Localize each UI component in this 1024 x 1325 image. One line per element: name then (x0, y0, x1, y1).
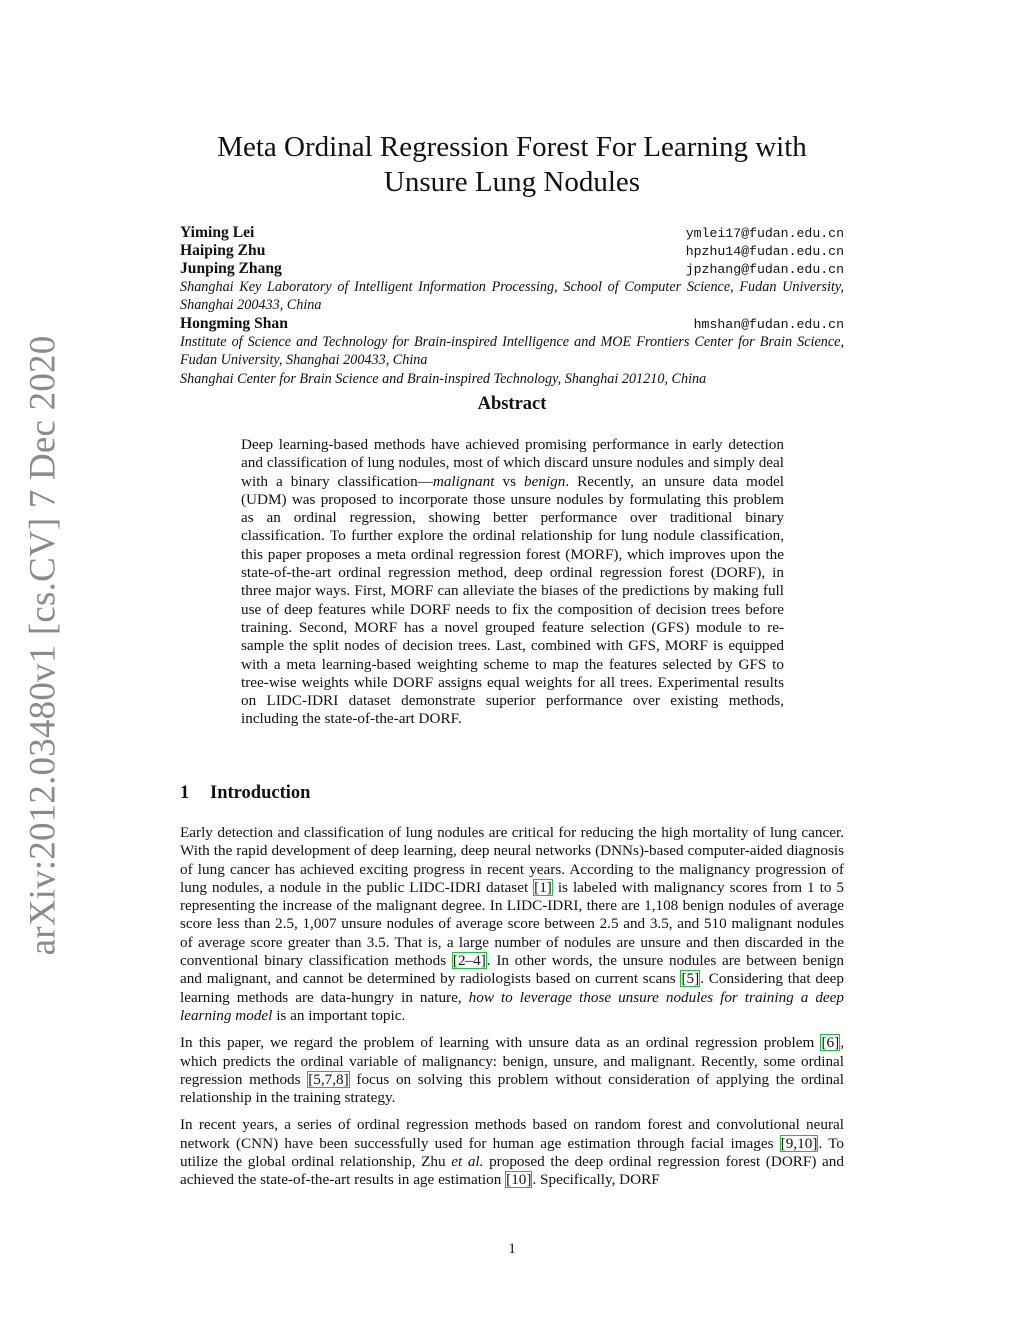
section-heading (180, 783, 310, 804)
paragraph: Early detection and classification of lung nodules are critical for reducing the high mortality of lung cancer. With the rapid development of deep learning, deep neural networks (DNNs)-based computer-aided diagnosis of lung cancer has achieved exciting progress in recent years. According to the malignancy progression of lung nodules, a nodule in the public LIDC-IDRI dataset [1] is labeled with malignancy scores from 1 to 5 representing the increase of the malignant degree. In LIDC-IDRI, there are 1,108 benign nodules of average score less than 2.5, 1,007 unsure nodules of average score between 2.5 and 3.5, and 510 malignant nodules of average score greater than 3.5. That is, a large number of nodules are unsure and then discarded in the conventional binary classification methods [2–4]. In other words, the unsure nodules are between benign and malignant, and cannot be determined by radiologists based on current scans [5]. Considering that deep learning methods are data-hungry in nature, how to leverage those unsure nodules for training a deep learning model is an important topic. (180, 824, 844, 1024)
affiliation: Shanghai Key Laboratory of Intelligent Information Processing, School of Computer Science, Fudan University, Shanghai 200433, China (180, 279, 844, 314)
citation-link[interactable]: [5] (681, 970, 700, 988)
author-row (180, 315, 844, 333)
section-number: 1 (180, 783, 190, 803)
section-title: Introduction (210, 783, 311, 803)
author-email: jpzhang@fudan.edu.cn (685, 262, 844, 277)
author-row (180, 260, 844, 278)
arxiv-identifier-text: arXiv:2012.03480v1 [cs.CV] 7 Dec 2020 (22, 335, 64, 955)
author-name: Hongming Shan (180, 314, 288, 332)
author-name: Yiming Lei (180, 224, 255, 241)
abstract-heading: Abstract (477, 394, 547, 414)
author-email: hpzhu14@fudan.edu.cn (685, 244, 844, 259)
abstract-text: Deep learning-based methods have achieved promising performance in early detection and classification of lung nodules, most of which discard unsure nodules and simply deal with a binary classification—malignant vs benign. Recently, an unsure data model (UDM) was proposed to incorporate those unsure nodules by formulating this problem as an ordinal regression, showing better performance over traditional binary classification. To further explore the ordinal relationship for lung nodule classification, this paper proposes a meta ordinal regression forest (MORF), which improves upon the state-of-the-art ordinal regression method, deep ordinal regression forest (DORF), in three major ways. First, MORF can alleviate the biases of the predictions by making full use of deep features while DORF needs to fix the composition of decision trees before training. Second, MORF has a novel grouped feature selection (GFS) module to re-sample the split nodes of decision trees. Last, combined with GFS, MORF is equipped with a meta learning-based weighting scheme to map the features selected by GFS to tree-wise weights while DORF assigns equal weights for all trees. Experimental results on LIDC-IDRI dataset demonstrate superior performance over existing methods, including the state-of-the-art DORF. (241, 436, 784, 728)
paper-title-line-2: Unsure Lung Nodules (383, 166, 641, 198)
author-name: Junping Zhang (180, 260, 282, 277)
citation-link[interactable]: [5,7,8] (308, 1070, 349, 1088)
paper-title (180, 130, 844, 200)
author-email: ymlei17@fudan.edu.cn (685, 226, 844, 241)
affiliation: Institute of Science and Technology for Brain-inspired Intelligence and MOE Frontiers Center for Brain Science, Fudan University, Shanghai 200433, China (180, 333, 844, 369)
introduction-body (180, 824, 844, 1199)
paragraph: In recent years, a series of ordinal regression methods based on random forest and convolutional neural network (CNN) have been successfully used for human age estimation through facial images [9,10]. To utilize the global ordinal relationship, Zhu et al. proposed the deep ordinal regression forest (DORF) and achieved the state-of-the-art results in age estimation [10]. Specifically, DORF (180, 1116, 844, 1189)
author-block (180, 224, 844, 388)
affiliation: Shanghai Center for Brain Science and Brain-inspired Technology, Shanghai 201210, China (180, 370, 707, 387)
citation-link[interactable]: [1] (534, 878, 552, 896)
citation-link[interactable]: [9,10] (780, 1134, 818, 1152)
paragraph: In this paper, we regard the problem of learning with unsure data as an ordinal regression problem [6], which predicts the ordinal variable of malignancy: benign, unsure, and malignant. Recently, some ordinal regression methods [5,7,8] focus on solving this problem without consideration of applying the ordinal relationship in the training strategy. (180, 1034, 844, 1107)
citation-link[interactable]: [6] (821, 1034, 840, 1052)
paper-title-line-1: Meta Ordinal Regression Forest For Learning with (217, 131, 807, 163)
arxiv-identifier-stamp (16, 335, 70, 955)
author-name: Haiping Zhu (180, 242, 266, 259)
citation-link[interactable]: [2–4] (452, 952, 486, 970)
citation-link[interactable]: [10] (506, 1171, 532, 1189)
author-email: hmshan@fudan.edu.cn (693, 316, 844, 332)
page-number: 1 (508, 1240, 516, 1257)
author-row (180, 242, 844, 260)
author-row (180, 224, 844, 242)
